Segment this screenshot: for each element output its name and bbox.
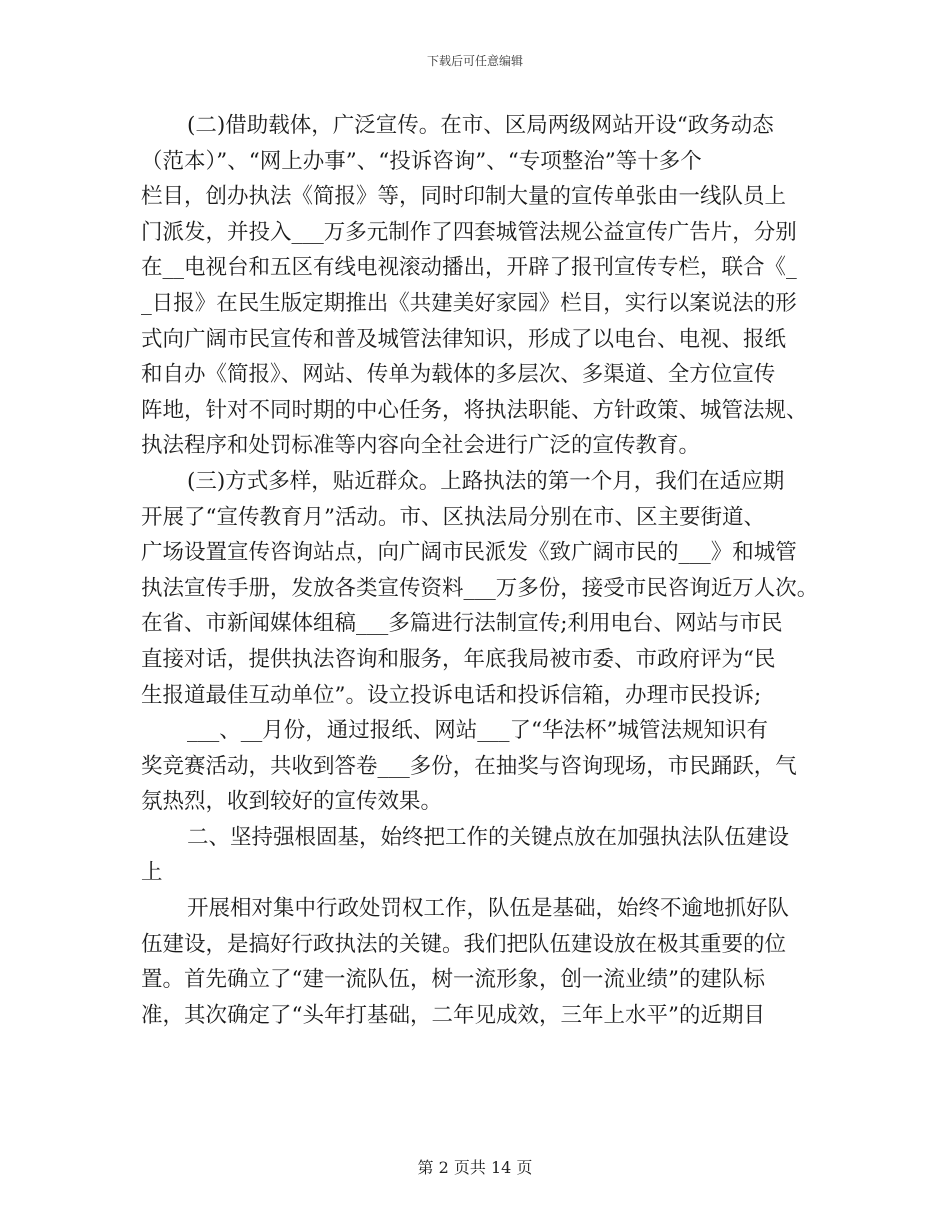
text-line: 在省、市新闻媒体组稿___多篇进行法制宣传;利用电台、网站与市民 bbox=[141, 611, 783, 637]
text-line: 二、坚持强根固基，始终把工作的关键点放在加强执法队伍建设 bbox=[187, 824, 790, 850]
text-line: 直接对话，提供执法咨询和服务，年底我局被市委、市政府评为“民 bbox=[141, 646, 776, 672]
text-line: 上 bbox=[141, 860, 163, 886]
text-line: 置。首先确立了“建一流队伍，树一流形象，创一流业绩”的建队标 bbox=[141, 967, 765, 993]
text-line: （范本）”、“网上办事”、“投诉咨询”、“专项整治”等十多个 bbox=[141, 148, 702, 174]
text-line: 伍建设，是搞好行政执法的关键。我们把队伍建设放在极其重要的位 bbox=[141, 931, 787, 957]
page-header: 下载后可任意编辑 bbox=[426, 54, 523, 68]
page-footer: 第 2 页共 14 页 bbox=[417, 1158, 533, 1177]
text-line: 开展相对集中行政处罚权工作，队伍是基础，始终不逾地抓好队 bbox=[187, 896, 790, 922]
text-line: 氛热烈，收到较好的宣传效果。 bbox=[141, 789, 443, 815]
text-line: 生报道最佳互动单位”。设立投诉电话和投诉信箱，办理市民投诉; bbox=[141, 682, 762, 708]
text-line: 在__电视台和五区有线电视滚动播出，开辟了报刊宣传专栏，联合《_ bbox=[141, 255, 797, 281]
text-line: (二)借助载体，广泛宣传。在市、区局两级网站开设“政务动态 bbox=[187, 113, 774, 138]
text-line: ___、__月份，通过报纸、网站___了“华法杯”城管法规知识有 bbox=[187, 718, 768, 744]
text-line: 开展了“宣传教育月”活动。市、区执法局分别在市、区主要街道、 bbox=[141, 504, 765, 530]
text-line: 执法宣传手册，发放各类宣传资料___万多份，接受市民咨询近万人次。 bbox=[141, 575, 819, 601]
text-line: 准，其次确定了“头年打基础，二年见成效，三年上水平”的近期目 bbox=[141, 1002, 765, 1028]
text-line: 门派发，并投入___万多元制作了四套城管法规公益宣传广告片，分别 bbox=[141, 219, 797, 245]
text-line: 广场设置宣传咨询站点，向广阔市民派发《致广阔市民的___》和城管 bbox=[141, 540, 797, 566]
text-line: 和自办《简报》、网站、传单为载体的多层次、多渠道、全方位宣传 bbox=[141, 362, 776, 388]
text-line: (三)方式多样，贴近群众。上路执法的第一个月，我们在适应期 bbox=[187, 468, 785, 494]
text-line: 执法程序和处罚标准等内容向全社会进行广泛的宣传教育。 bbox=[141, 433, 701, 459]
document-body bbox=[141, 108, 819, 1033]
text-line: 栏目，创办执法《简报》等，同时印制大量的宣传单张由一线队员上 bbox=[141, 184, 787, 210]
text-line: 奖竞赛活动，共收到答卷___多份，在抽奖与咨询现场，市民踊跃，气 bbox=[141, 753, 797, 779]
text-line: 式向广阔市民宣传和普及城管法律知识，形成了以电台、电视、报纸 bbox=[141, 326, 787, 352]
text-line: _日报》在民生版定期推出《共建美好家园》栏目，实行以案说法的形 bbox=[141, 290, 797, 316]
text-line: 阵地，针对不同时期的中心任务，将执法职能、方针政策、城管法规、 bbox=[141, 397, 808, 423]
